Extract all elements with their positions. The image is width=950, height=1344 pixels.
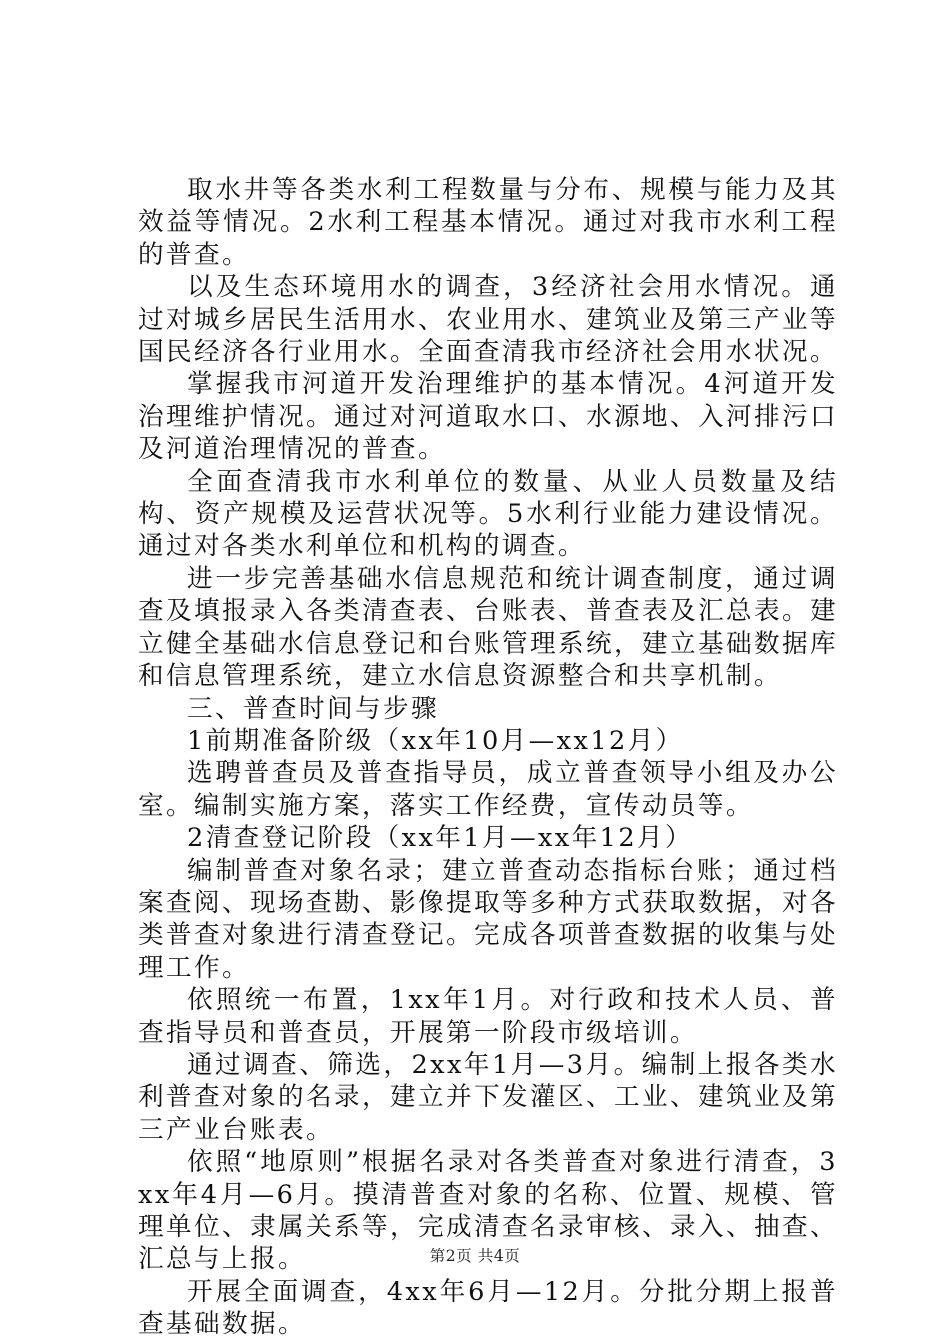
paragraph: 通过调查、筛选，2xx年1月—3月。编制上报各类水利普查对象的名录，建立并下发灌区、工业、建筑业及第三产业台账表。 [138, 1049, 838, 1145]
subsection-heading: 1前期准备阶级（xx年10月—xx12月） [187, 725, 684, 756]
paragraph: 依照“地原则”根据名录对各类普查对象进行清查，3xx年4月—6月。摸清普查对象的名称、位置、规模、管理单位、隶属关系等，完成清查名录审核、录入、抽查、汇总与上报。 [138, 1147, 838, 1275]
section-heading: 三、普查时间与步骤 [187, 693, 439, 724]
paragraph: 开展全面调查，4xx年6月—12月。分批分期上报普查基础数据。 [138, 1276, 838, 1340]
paragraph: 掌握我市河道开发治理维护的基本情况。4河道开发治理维护情况。通过对河道取水口、水源地、入河排污口及河道治理情况的普查。 [138, 369, 838, 465]
paragraph: 选聘普查员及普查指导员，成立普查领导小组及办公室。编制实施方案，落实工作经费，宣传动员等。 [138, 758, 838, 821]
paragraph: 全面查清我市水利单位的数量、从业人员数量及结构、资产规模及运营状况等。5水利行业能力建设情况。通过对各类水利单位和机构的调查。 [138, 466, 838, 562]
paragraph: 依照统一布置，1xx年1月。对行政和技术人员、普查指导员和普查员，开展第一阶段市级培训。 [138, 985, 838, 1048]
paragraph: 进一步完善基础水信息规范和统计调查制度，通过调查及填报录入各类清查表、台账表、普查表及汇总表。建立健全基础水信息登记和台账管理系统，建立基础数据库和信息管理系统，建立水信息资源整合和共享机制。 [138, 563, 838, 692]
paragraph: 编制普查对象名录；建立普查动态指标台账；通过档案查阅、现场查勘、影像提取等多种方式获取数据，对各类普查对象进行清查登记。完成各项普查数据的收集与处理工作。 [138, 855, 838, 983]
paragraph: 取水井等各类水利工程数量与分布、规模与能力及其效益等情况。2水利工程基本情况。通过对我市水利工程的普查。 [138, 175, 838, 270]
document-body [138, 174, 838, 1341]
paragraph: 以及生态环境用水的调查，3经济社会用水情况。通过对城乡居民生活用水、农业用水、建筑业及第三产业等国民经济各行业用水。全面查清我市经济社会用水状况。 [138, 272, 838, 368]
page-footer: 第2页 共4页 [429, 1247, 521, 1265]
subsection-heading: 2清查登记阶段（xx年1月—xx年12月） [187, 823, 693, 854]
